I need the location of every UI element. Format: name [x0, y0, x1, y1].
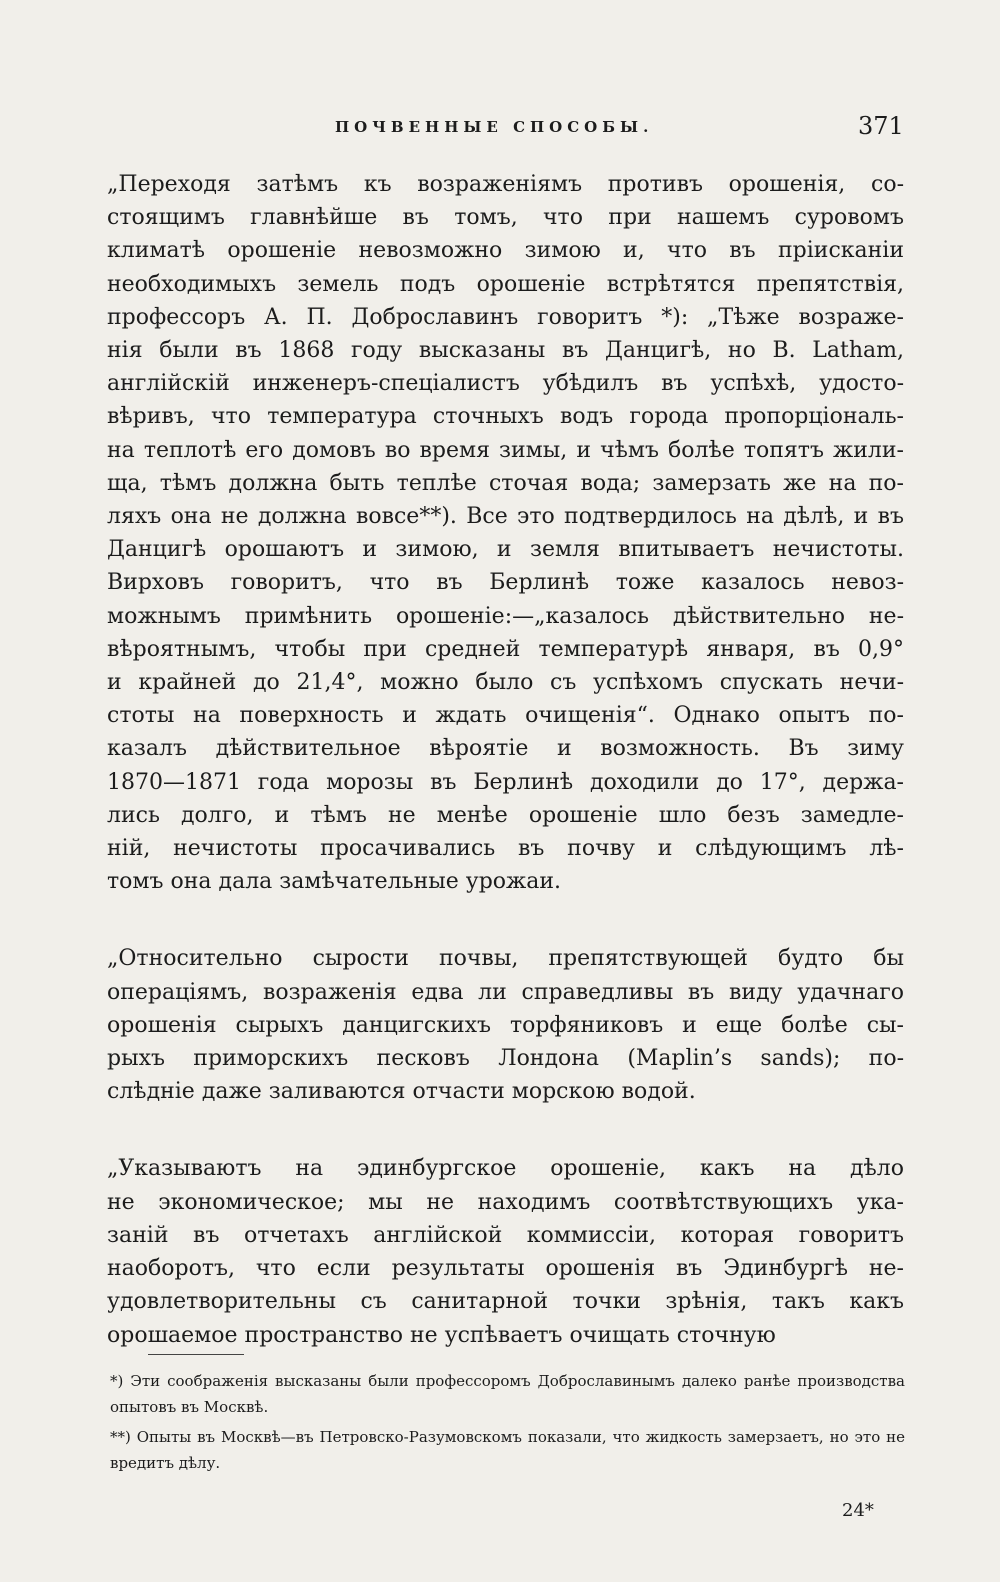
- paragraph: [107, 942, 904, 1108]
- text-line: „Указываютъ на эдинбургское орошеніе, какъ на дѣло: [107, 1156, 904, 1182]
- text-line: „Относительно сырости почвы, препятствующей будто бы: [107, 946, 904, 972]
- running-head: [0, 112, 1000, 142]
- text-line: ній, нечистоты просачивались въ почву и слѣдующимъ лѣ-: [107, 836, 904, 862]
- text-line: стоты на поверхность и ждать очищенія“. Однако опытъ по-: [107, 703, 904, 729]
- text-line: климатѣ орошеніе невозможно зимою и, что въ пріисканіи: [107, 238, 904, 264]
- running-title: ПОЧВЕННЫЕ СПОСОБЫ.: [335, 118, 654, 136]
- text-line: ляхъ она не должна вовсе**). Все это подтвердилось на дѣлѣ, и въ: [107, 504, 904, 530]
- text-line: вѣроятнымъ, чтобы при средней температурѣ января, въ 0,9°: [107, 636, 904, 662]
- footnote: **) Опыты въ Москвѣ—въ Петровско-Разумовскомъ показали, что жидкость замерзаетъ, но это не вредитъ дѣлу.: [110, 1428, 905, 1472]
- text-line: заній въ отчетахъ англійской коммиссіи, которая говоритъ: [107, 1222, 904, 1248]
- text-line: слѣдніе даже заливаются отчасти морскою водой.: [107, 1079, 696, 1105]
- text-line: ща, тѣмъ должна быть теплѣе сточая вода; замерзать же на по-: [107, 470, 904, 496]
- text-line: вѣривъ, что температура сточныхъ водъ города пропорціональ-: [107, 404, 904, 430]
- text-line: можнымъ примѣнить орошеніе:—„казалось дѣйствительно не-: [107, 603, 904, 629]
- text-line: и крайней до 21,4°, можно было съ успѣхомъ спускать нечи-: [107, 670, 904, 696]
- text-line: нія были въ 1868 году высказаны въ Данцигѣ, но B. Latham,: [107, 338, 904, 364]
- paragraph: [107, 168, 904, 898]
- text-line: наоборотъ, что если результаты орошенія въ Эдинбургѣ не-: [107, 1256, 904, 1282]
- footnote: *) Эти соображенія высказаны были профессоромъ Доброславинымъ далеко ранѣе производства опытовъ въ Москвѣ.: [110, 1372, 905, 1416]
- page-number: 371: [858, 112, 904, 140]
- text-line: орошаемое пространство не успѣваетъ очищать сточную: [107, 1322, 776, 1348]
- text-line: орошенія сырыхъ данцигскихъ торфяниковъ и еще болѣе сы-: [107, 1012, 904, 1038]
- text-line: „Переходя затѣмъ къ возраженіямъ противъ орошенія, со-: [107, 172, 904, 197]
- text-line: томъ она дала замѣчательные урожаи.: [107, 869, 562, 895]
- signature-mark: 24*: [842, 1500, 874, 1521]
- text-line: Данцигѣ орошаютъ и зимою, и земля впитываетъ нечистоты.: [107, 537, 904, 563]
- text-line: необходимыхъ земель подъ орошеніе встрѣтятся препятствія,: [107, 271, 904, 297]
- text-line: англійскій инженеръ-спеціалистъ убѣдилъ въ успѣхѣ, удосто-: [107, 371, 904, 397]
- text-line: профессоръ А. П. Доброславинъ говоритъ *): „Тѣже возраже-: [107, 304, 904, 330]
- text-line: удовлетворительны съ санитарной точки зрѣнія, такъ какъ: [107, 1289, 904, 1315]
- text-line: не экономическое; мы не находимъ соотвѣтствующихъ ука-: [107, 1189, 904, 1215]
- body-text: [107, 168, 904, 1352]
- text-line: стоящимъ главнѣйше въ томъ, что при нашемъ суровомъ: [107, 205, 904, 231]
- footnotes: [110, 1368, 905, 1480]
- text-line: Вирховъ говоритъ, что въ Берлинѣ тоже казалось невоз-: [107, 570, 904, 596]
- text-line: рыхъ приморскихъ песковъ Лондона (Maplin’s sands); по-: [107, 1046, 904, 1072]
- paragraph: [107, 1152, 904, 1351]
- text-line: 1870—1871 года морозы въ Берлинѣ доходили до 17°, держа-: [107, 769, 904, 795]
- text-line: лись долго, и тѣмъ не менѣе орошеніе шло безъ замедле-: [107, 802, 904, 828]
- text-line: на теплотѣ его домовъ во время зимы, и чѣмъ болѣе топятъ жили-: [107, 437, 904, 463]
- footnote-divider: [148, 1354, 244, 1355]
- text-line: казалъ дѣйствительное вѣроятіе и возможность. Въ зиму: [107, 736, 904, 762]
- text-line: операціямъ, возраженія едва ли справедливы въ виду удачнаго: [107, 979, 904, 1005]
